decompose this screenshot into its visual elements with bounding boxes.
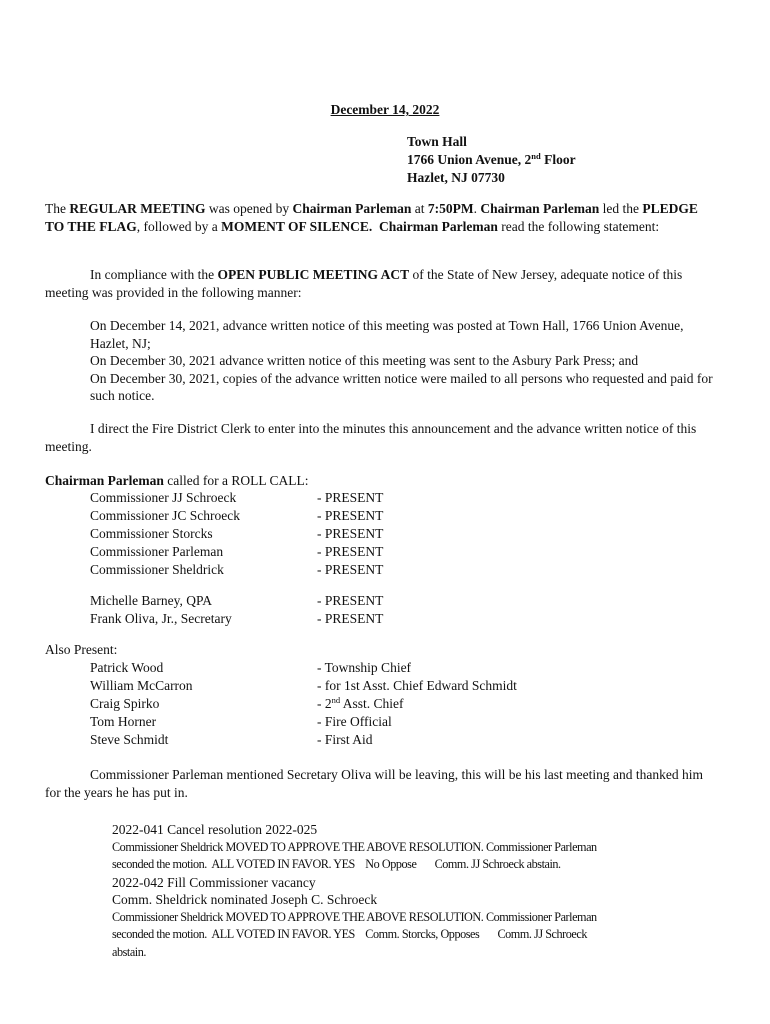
table-row: Commissioner Parleman - PRESENT [90, 544, 384, 559]
table-row: Commissioner Storcks - PRESENT [90, 526, 384, 541]
compliance-paragraph: In compliance with the OPEN PUBLIC MEETING ACT of the State of New Jersey, adequate notice of this meeting was provided in the following manner: [45, 267, 683, 300]
table-row: Tom Horner - Fire Official [90, 714, 392, 729]
table-row: Commissioner JC Schroeck - PRESENT [90, 508, 384, 523]
notice-item: On December 14, 2021, advance written notice of this meeting was posted at Town Hall, 1766 Union Avenue, Hazlet, NJ; [90, 318, 684, 351]
resolution-title: 2022-042 Fill Commissioner vacancy [112, 874, 316, 890]
resolution-title: 2022-041 Cancel resolution 2022-025 [112, 822, 318, 837]
table-row: Commissioner JJ Schroeck - PRESENT [90, 490, 384, 505]
resolution-vote-cont: abstain. [112, 944, 146, 959]
opening-paragraph: The REGULAR MEETING was opened by Chairman Parleman at 7:50PM. Chairman Parleman led the PLEDGE TO THE FLAG, followed by a MOMENT OF SILENCE. Chairman Parleman read the following statement: [45, 201, 698, 234]
roll-call-heading: Chairman Parleman called for a ROLL CALL: [45, 473, 309, 488]
resolution-vote: seconded the motion. ALL VOTED IN FAVOR. YES No Oppose Comm. JJ Schroeck abstain. [112, 857, 561, 871]
table-row: Commissioner Sheldrick - PRESENT [90, 562, 384, 577]
table-row: Craig Spirko - 2nd Asst. Chief [90, 695, 404, 711]
notice-item: On December 30, 2021, copies of the advance written notice were mailed to all persons who requested and paid for such notice. [90, 370, 713, 403]
meeting-date: December 14, 2022 [330, 102, 440, 117]
address-line-3: Hazlet, NJ 07730 [407, 170, 505, 185]
parleman-note: Commissioner Parleman mentioned Secretary Oliva will be leaving, this will be his last meeting and thanked him for the years he has put in. [45, 767, 703, 800]
table-row: Steve Schmidt - First Aid [90, 732, 373, 747]
resolutions [112, 821, 732, 961]
table-row: Frank Oliva, Jr., Secretary - PRESENT [90, 611, 384, 626]
staff-roll [90, 592, 550, 628]
table-row: William McCarron - for 1st Asst. Chief Edward Schmidt [90, 678, 517, 693]
table-row: Michelle Barney, QPA - PRESENT [90, 593, 384, 608]
resolution-nomination: Comm. Sheldrick nominated Joseph C. Schroeck [112, 892, 378, 907]
commissioner-roll [90, 489, 550, 579]
address-line-2: 1766 Union Avenue, 2nd Floor [407, 151, 576, 167]
notice-list [90, 317, 720, 405]
also-present-list [90, 659, 570, 749]
table-row: Patrick Wood - Township Chief [90, 660, 412, 675]
notice-item: On December 30, 2021 advance written notice of this meeting was sent to the Asbury Park Press; and [90, 353, 639, 368]
resolution-motion: Commissioner Sheldrick MOVED TO APPROVE THE ABOVE RESOLUTION. Commissioner Parleman [112, 909, 597, 924]
direct-paragraph: I direct the Fire District Clerk to enter into the minutes this announcement and the advance written notice of this meeting. [45, 421, 697, 454]
also-present-label: Also Present: [45, 642, 118, 657]
meeting-address [407, 133, 576, 187]
address-line-1: Town Hall [407, 134, 467, 149]
resolution-motion: Commissioner Sheldrick MOVED TO APPROVE THE ABOVE RESOLUTION. Commissioner Parleman [112, 839, 597, 854]
resolution-vote: seconded the motion. ALL VOTED IN FAVOR. YES Comm. Storcks, Opposes Comm. JJ Schroeck [112, 927, 587, 941]
